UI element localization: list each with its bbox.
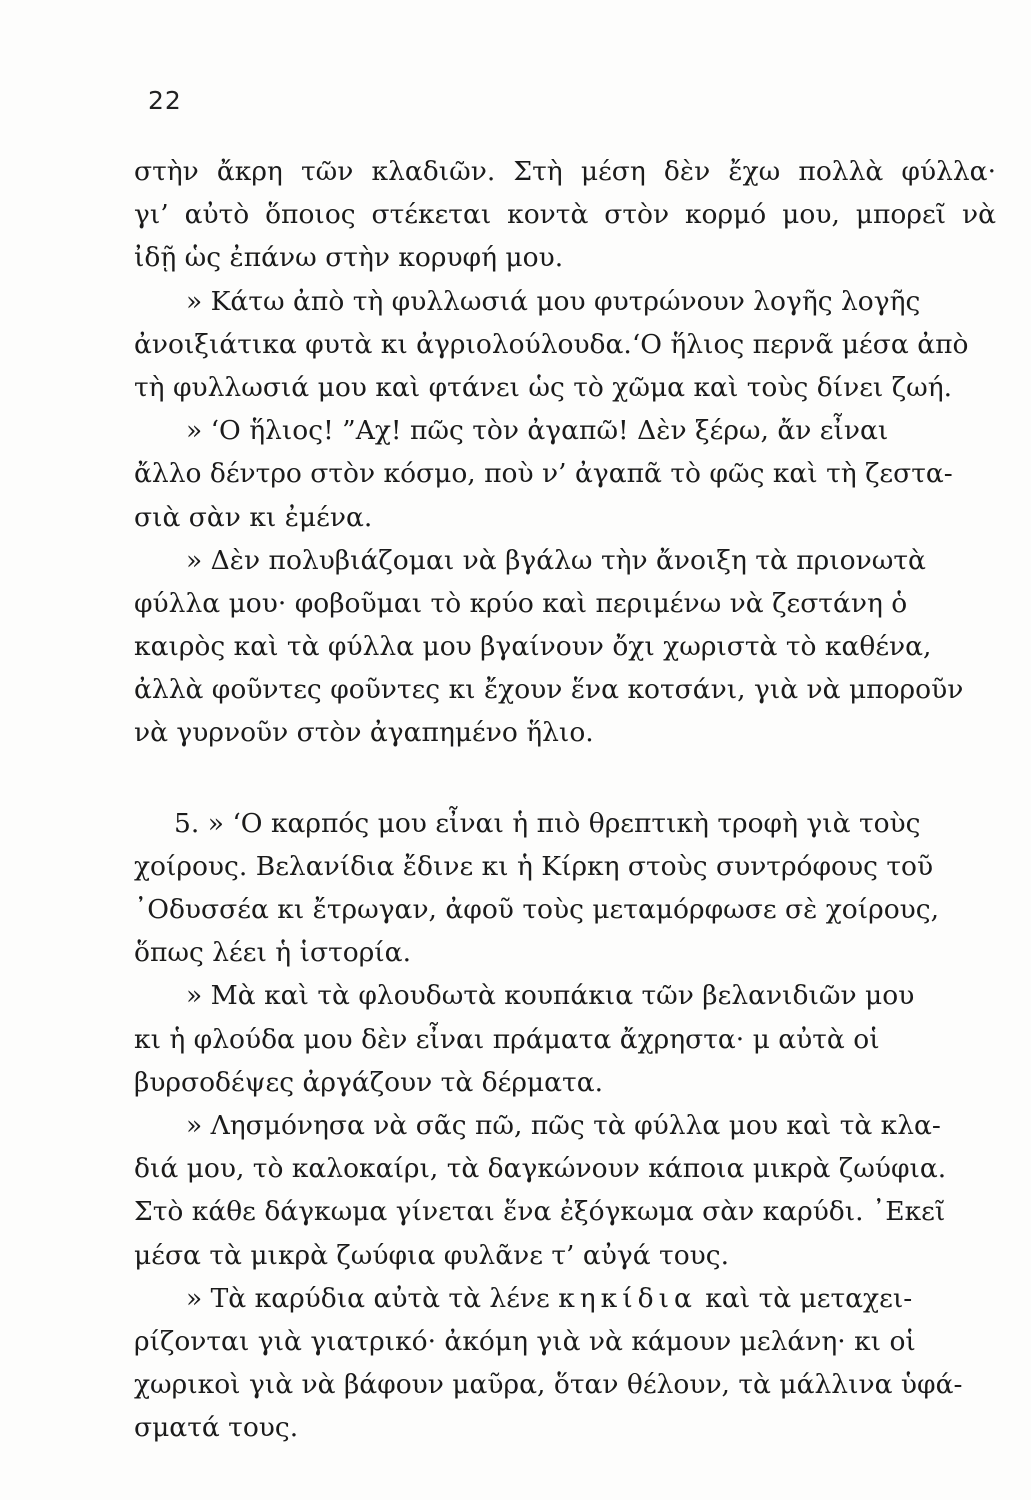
text-line: σιὰ σὰν κι ἐμένα. bbox=[134, 501, 373, 533]
text-line: ἀλλὰ φοῦντες φοῦντες κι ἔχουν ἕνα κοτσάνι, γιὰ νὰ μποροῦν bbox=[134, 674, 964, 706]
text-line: » Δὲν πολυβιάζομαι νὰ βγάλω τὴν ἄνοιξη τὰ πριονωτὰ bbox=[186, 544, 926, 576]
text-line: διά μου, τὸ καλοκαίρι, τὰ δαγκώνουν κάποια μικρὰ ζωύφια. bbox=[134, 1153, 947, 1185]
text-line: τὴ φυλλωσιά μου καὶ φτάνει ὡς τὸ χῶμα καὶ τοὺς δίνει ζωή. bbox=[134, 371, 953, 403]
text-line: » Λησμόνησα νὰ σᾶς πῶ, πῶς τὰ φύλλα μου καὶ τὰ κλα- bbox=[186, 1109, 941, 1141]
text-line: στὴν ἄκρη τῶν κλαδιῶν. Στὴ μέση δὲν ἔχω πολλὰ φύλλα· bbox=[134, 156, 996, 187]
text-line: Στὸ κάθε δάγκωμα γίνεται ἕνα ἐξόγκωμα σὰν καρύδι. ᾽Εκεῖ bbox=[134, 1196, 946, 1228]
text-line: ὅπως λέει ἡ ἱστορία. bbox=[134, 937, 411, 969]
text-line: » ‘Ο ἥλιος! ”Αχ! πῶς τὸν ἀγαπῶ! Δὲν ξέρω, ἄν εἶναι bbox=[186, 415, 889, 447]
text-line: βυρσοδέψες ἀργάζουν τὰ δέρματα. bbox=[134, 1066, 604, 1098]
spaced-emphasis: κηκίδια bbox=[558, 1282, 697, 1314]
text-line: ᾽Οδυσσέα κι ἔτρωγαν, ἀφοῦ τοὺς μεταμόρφωσε σὲ χοίρους, bbox=[134, 894, 940, 925]
text-fragment: » Τὰ καρύδια αὐτὰ τὰ λένε bbox=[186, 1282, 550, 1314]
text-line: » Μὰ καὶ τὰ φλουδωτὰ κουπάκια τῶν βελανιδιῶν μου bbox=[186, 980, 915, 1012]
section-heading-line bbox=[134, 802, 996, 845]
text-line: ρίζονται γιὰ γιατρικό· ἀκόμη γιὰ νὰ κάμουν μελάνη· κι οἱ bbox=[134, 1325, 916, 1357]
text-line: ἄλλο δέντρο στὸν κόσμο, ποὺ ν’ ἀγαπᾶ τὸ φῶς καὶ τὴ ζεστα- bbox=[134, 458, 953, 490]
text-line: » Κάτω ἀπὸ τὴ φυλλωσιά μου φυτρώνουν λογῆς λογῆς bbox=[186, 285, 921, 317]
text-fragment: καὶ τὰ μεταχει- bbox=[705, 1282, 913, 1314]
section-number: 5. bbox=[174, 807, 200, 839]
text-line: καιρὸς καὶ τὰ φύλλα μου βγαίνουν ὄχι χωριστὰ τὸ καθένα, bbox=[134, 631, 932, 663]
text-line: μέσα τὰ μικρὰ ζωύφια φυλᾶνε τ’ αὐγά τους. bbox=[134, 1239, 730, 1271]
text-line: κι ἡ φλούδα μου δὲν εἶναι πράματα ἄχρηστα· μ αὐτὰ οἱ bbox=[134, 1023, 880, 1055]
text-line: σματά τους. bbox=[134, 1412, 299, 1444]
text-line: γι’ αὐτὸ ὅποιος στέκεται κοντὰ στὸν κορμό μου, μπορεῖ νὰ bbox=[134, 199, 996, 231]
body-text bbox=[134, 150, 996, 1449]
paragraph-gap bbox=[134, 755, 996, 802]
text-line: χοίρους. Βελανίδια ἔδινε κι ἡ Κίρκη στοὺς συντρόφους τοῦ bbox=[134, 850, 934, 882]
text-line-with-emphasis bbox=[134, 1277, 996, 1320]
text-line: νὰ γυρνοῦν στὸν ἀγαπημένο ἥλιο. bbox=[134, 717, 594, 749]
section-text: » ‘Ο καρπός μου εἶναι ἡ πιὸ θρεπτικὴ τροφὴ γιὰ τοὺς bbox=[207, 807, 921, 839]
text-line: ἰδῇ ὡς ἐπάνω στὴν κορυφή μου. bbox=[134, 242, 564, 274]
text-line: φύλλα μου· φοβοῦμαι τὸ κρύο καὶ περιμένω νὰ ζεστάνη ὁ bbox=[134, 587, 908, 619]
page-number: 22 bbox=[148, 86, 182, 115]
text-line: χωρικοὶ γιὰ νὰ βάφουν μαῦρα, ὅταν θέλουν, τὰ μάλλινα ὑφά- bbox=[134, 1369, 963, 1401]
text-line: ἀνοιξιάτικα φυτὰ κι ἀγριολούλουδα.‘Ο ἥλιος περνᾶ μέσα ἀπὸ bbox=[134, 328, 969, 360]
